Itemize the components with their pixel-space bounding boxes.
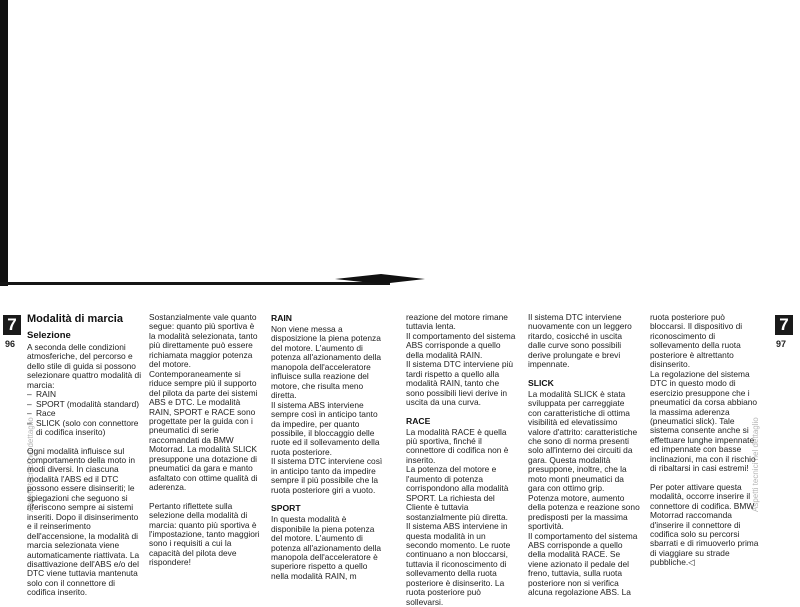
body-paragraph: Il sistema ABS interviene sempre così in anticipo tanto da impedire, per quanto possibile, il bloccaggio delle ruote ed il sollevamento della ruota posteriore. (271, 399, 380, 457)
body-paragraph: Non viene messa a disposizione la piena potenza del motore. L'aumento di potenza all'azionamento della manopola dell'acceleratore influisce sulla reazione del motore, che risulta meno diretta. (271, 324, 382, 401)
body-paragraph: Sostanzialmente vale quanto segue: quanto più sportiva è la modalità selezionata, tanto più direttamente può essere richiamata maggior potenza del motore. Contemporaneamente si riduce sempre più il supporto del pilota da parte dei sistemi ABS e DTC. Le modalità RAIN, SPORT e RACE sono progettate per la guida con i pneumatici di serie raccomandati da BMW Motorrad. La modalità SLICK presuppone una dotazione di pneumatici da gara e manto asfaltato con ottime qualità di aderenza. (149, 312, 258, 493)
body-paragraph: Ogni modalità influisce sul comportamento della moto in modi diversi. In ciascuna modalità l'ABS ed il DTC possono essere disinseriti; le spiegazioni che seguono si riferiscono sempre ai sistemi inseriti. Dopo il disinserimento e il reinserimento dell'accensione, la modalità di marcia selezionata viene automaticamente riattivata. La disattivazione dell'ABS e/o del DTC viene tuttavia mantenuta solo con il connettore di codifica inserito. (27, 445, 140, 598)
page-number-left: 96 (5, 339, 16, 349)
side-running-head-left: Aspetti tecnici nel dettaglio (26, 417, 35, 512)
body-paragraph: Il sistema ABS interviene in questa modalità in un secondo momento. Le ruote continuano a non bloccarsi, tuttavia il riconoscimento di sollevamento della ruota posteriore è disinserito. La ruota posteriore può sollevarsi. (406, 521, 511, 607)
column-1 (27, 313, 142, 607)
mode-list-item: – Race (27, 409, 142, 418)
side-running-head-right: Aspetti tecnici nel dettaglio (751, 417, 760, 512)
column-6 (650, 313, 762, 577)
crop-margin-bar (0, 0, 8, 286)
body-paragraph: La regolazione del sistema DTC in questo modo di esercizio presuppone che i pneumatici da corsa abbiano la massima aderenza (pneumatici slick). Tale sistema consente anche si effettuare lunghe impennate ed impennate con basse inclinazioni, ma con il rischio di ribaltarsi in casi estremi! (650, 368, 758, 474)
crop-margin-line (0, 282, 390, 285)
body-paragraph: La potenza del motore e l'aumento di potenza corrispondono alla modalità SPORT. La richiesta del Cliente è tuttavia sostanzialmente più diretta. (406, 464, 509, 522)
body-paragraph: La modalità RACE è quella più sportiva, finché il connettore di codifica non è inserito. (406, 426, 509, 465)
body-paragraph: Pertanto riflettete sulla selezione della modalità di marcia: quanto più sportiva è l'impostazione, tanto maggiori sono i requisiti a cui la capacità del pilota deve rispondere! (149, 500, 260, 568)
column-2 (149, 313, 261, 577)
subsection-title: Selezione (27, 330, 71, 341)
body-paragraph: Il sistema DTC interviene più tardi rispetto a quello alla modalità RAIN, tanto che sono possibili lievi derive in uscita da una curva. (406, 359, 514, 408)
mode-heading-sport: SPORT (271, 503, 301, 514)
chapter-tab-left: 7 (3, 315, 21, 335)
body-paragraph: Il sistema DTC interviene nuovamente con un leggero ritardo, cosicché in uscita dalle curve sono possibili derive prolungate e brevi impennate. (528, 312, 632, 370)
body-paragraph: In questa modalità è disponibile la piena potenza del motore. L'aumento di potenza all'azionamento della manopola dell'acceleratore è superiore rispetto a quello nella modalità RAIN, m (271, 514, 382, 581)
section-title: Modalità di marcia (27, 313, 123, 325)
body-paragraph: Il comportamento del sistema ABS corrisponde a quello della modalità RAIN. (406, 330, 516, 360)
mode-heading-rain: RAIN (271, 313, 293, 323)
mode-list-item: – RAIN (27, 390, 142, 399)
page-number-right: 97 (776, 339, 787, 349)
intro-paragraph: A seconda delle condizioni atmosferiche, del percorso e dello stile di guida si possono selezionare quattro modalità di marcia: (27, 342, 142, 390)
body-paragraph: Il sistema DTC interviene così in anticipo tanto da impedire sempre il più possibile che la ruota posteriore giri a vuoto. (271, 456, 383, 495)
body-paragraph: Per poter attivare questa modalità, occorre inserire il connettore di codifica. BMW Motorrad raccomanda d'inserire il connettore di codifica solo su percorsi sbarrati e di rimuoverlo prima di viaggiare su strade pubbliche.◁ (650, 481, 759, 568)
column-4 (406, 313, 518, 607)
mode-heading-race: RACE (406, 415, 431, 426)
body-paragraph: reazione del motore rimane tuttavia lenta. (406, 312, 508, 332)
body-paragraph: Il comportamento del sistema ABS corrisponde a quello della modalità RACE. Se viene azionato il pedale del freno, tuttavia, sulla ruota posteriore non si verifica alcuna regolazione ABS. La (528, 530, 638, 598)
body-paragraph: ruota posteriore può bloccarsi. Il dispositivo di riconoscimento di sollevamento della ruota posteriore è altrettanto disinserito. (650, 312, 743, 370)
mode-list (27, 390, 142, 437)
mode-heading-slick: SLICK (528, 377, 554, 388)
column-3 (271, 313, 383, 581)
mode-list-item: – SPORT (modalità standard) (27, 400, 142, 409)
chapter-tab-right: 7 (775, 315, 793, 335)
column-5 (528, 313, 640, 598)
fold-arrow-icon (335, 272, 425, 286)
body-paragraph: Potenza motore, aumento della potenza e reazione sono predisposti per la massima sportività. (528, 492, 640, 532)
mode-list-item: – SLICK (solo con connettore di codifica inserito) (27, 419, 142, 438)
body-paragraph: La modalità SLICK è stata sviluppata per carreggiate con caratteristiche di ottima visibilità ed elevatissimo valore d'attrito: caratteristiche che sono di norma presenti solo all'interno dei circuiti da gara. Questa modalità presuppone, inoltre, che la moto monti pneumatici da gara con ottimo grip. (528, 388, 638, 494)
